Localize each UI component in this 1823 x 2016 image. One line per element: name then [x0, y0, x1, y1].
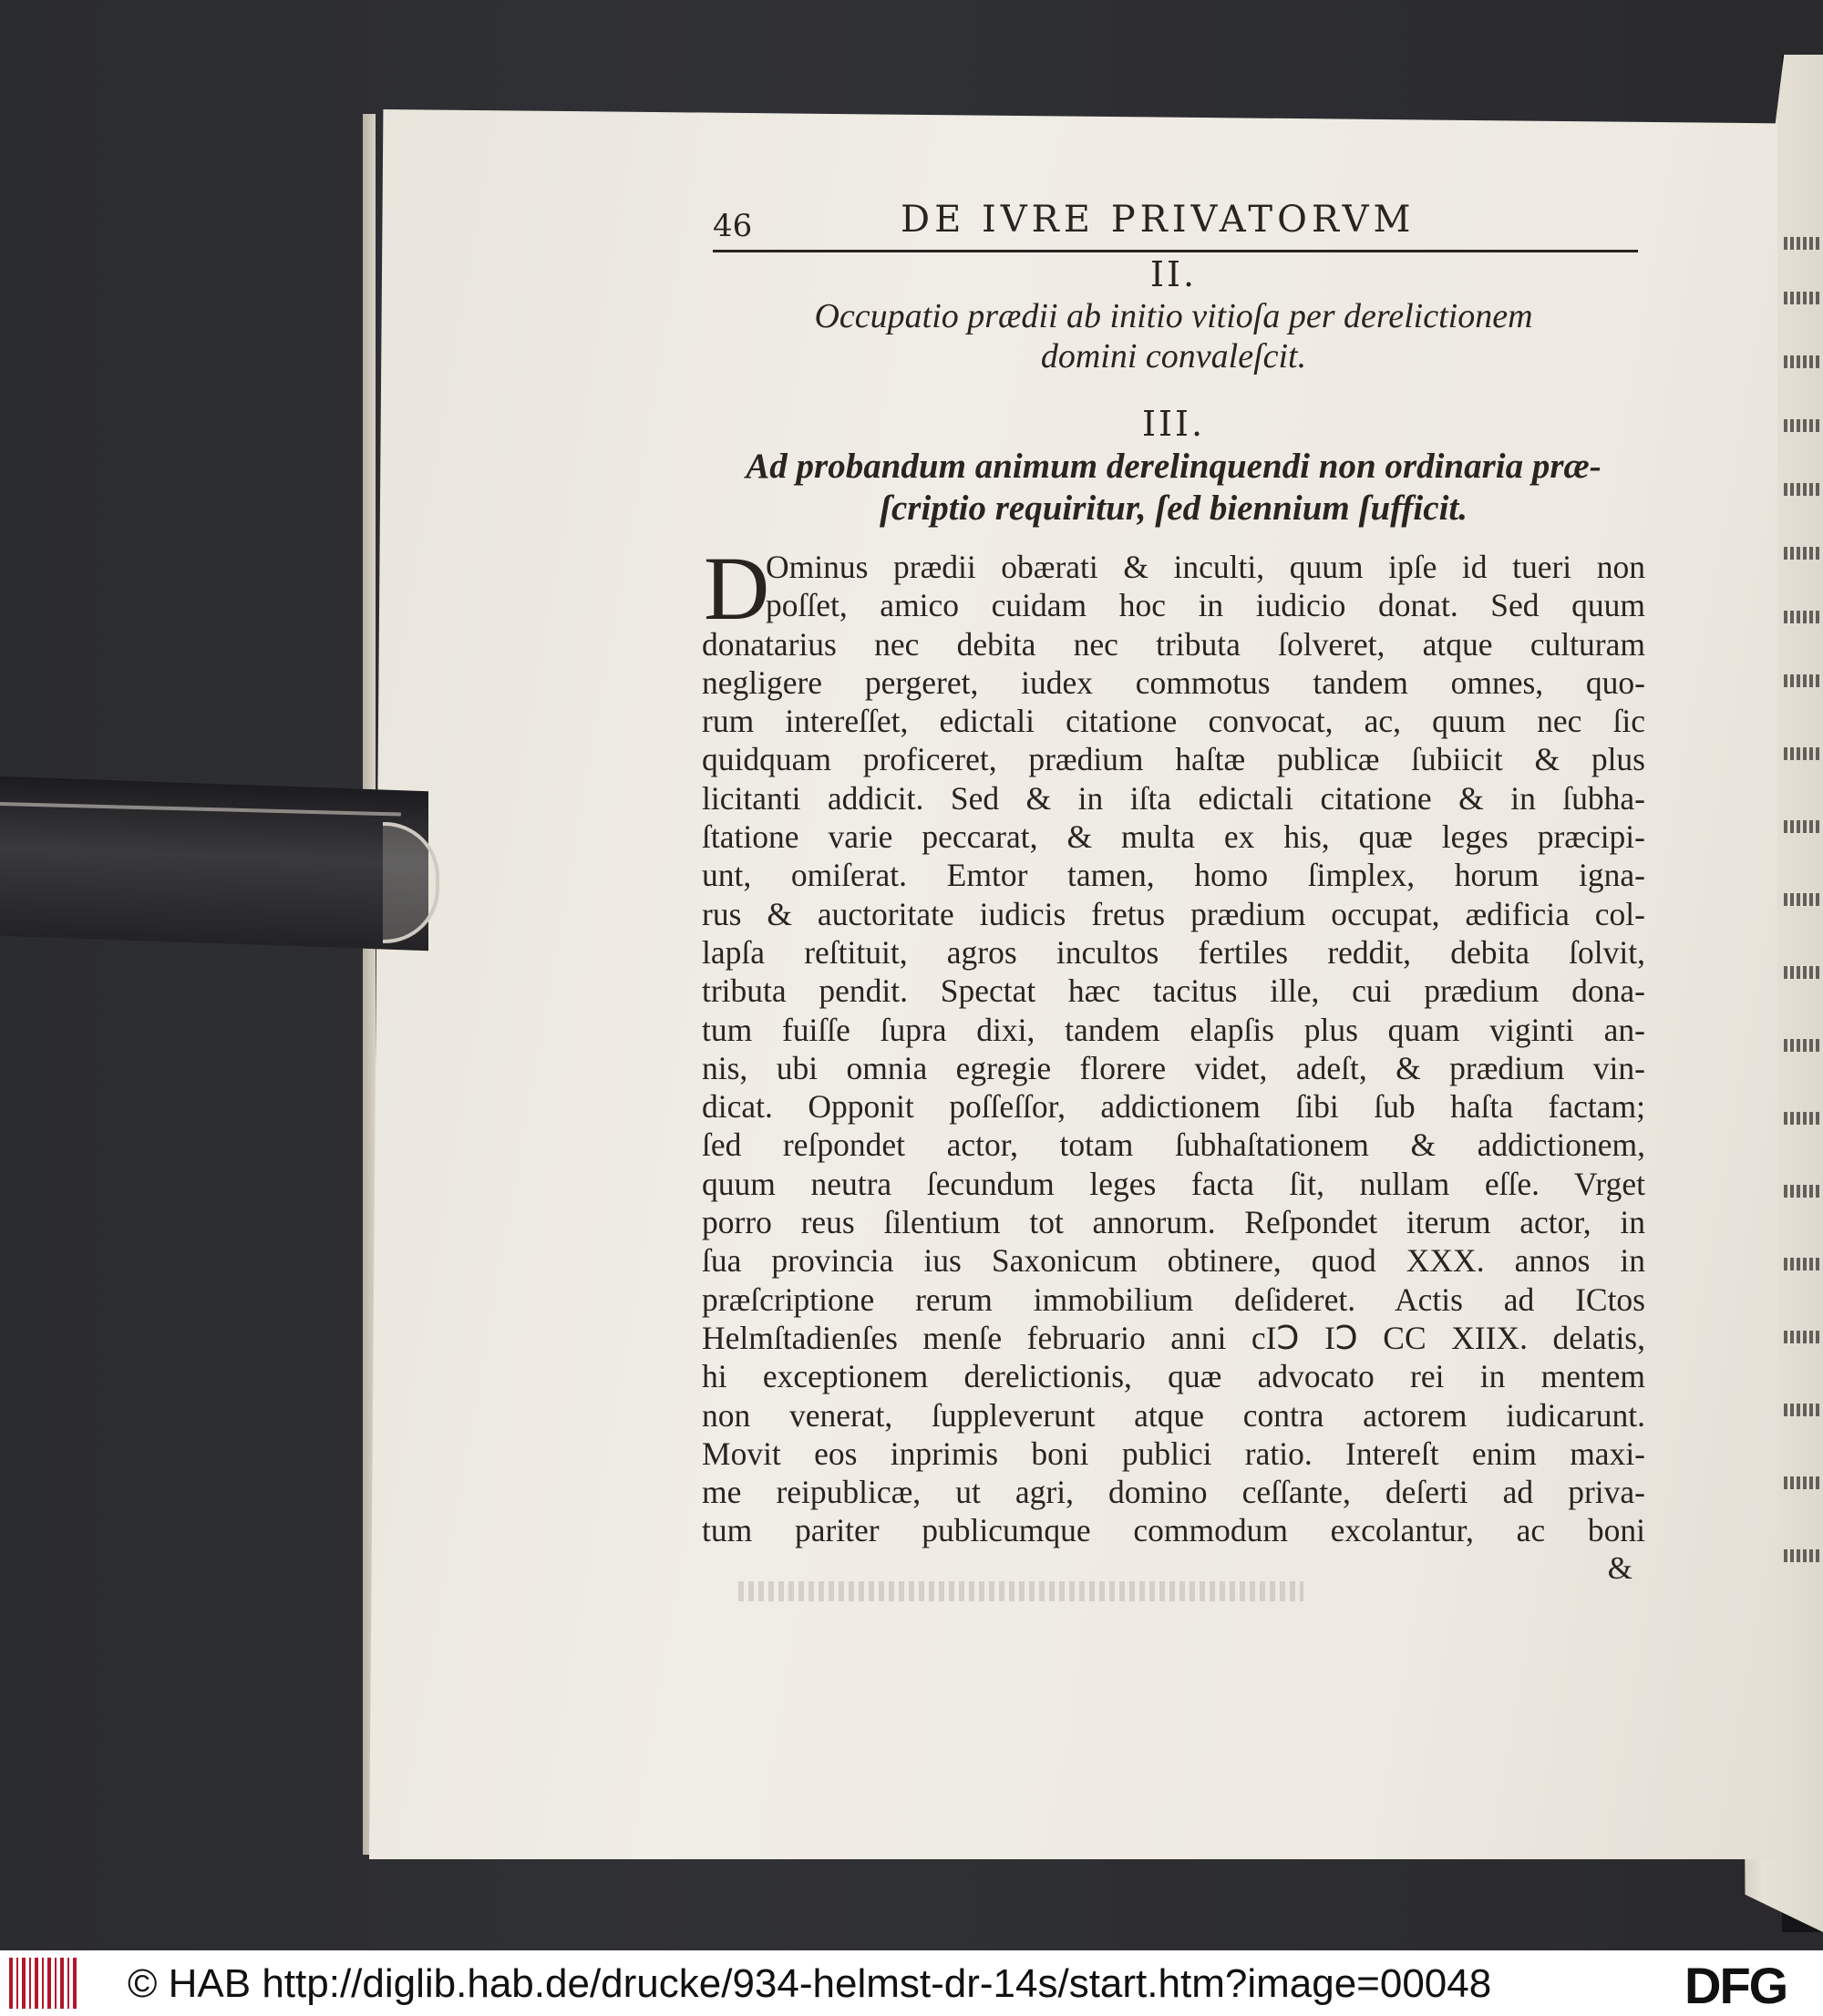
body-line: licitanti addicit. Sed & in iſta edictali citatione & in ſubha-: [702, 779, 1645, 817]
catchword: &: [1607, 1549, 1632, 1586]
body-line: tributa pendit. Spectat hæc tacitus ille, cui prædium dona-: [702, 972, 1645, 1010]
body-line: rum intereſſet, edictali citatione convocat, ac, quum nec ſic: [702, 703, 1645, 740]
body-line: porro reus ſilentium tot annorum. Reſpondet iterum actor, in: [702, 1204, 1645, 1241]
facing-text-line: [1784, 893, 1820, 906]
facing-text-line: [1784, 611, 1820, 623]
body-line: Ominus prædii obærati & inculti, quum ipſe id tueri non: [766, 549, 1645, 585]
section-number-ii: II.: [1149, 254, 1198, 294]
body-line: Movit eos inprimis boni publici ratio. Intereſt enim maxi-: [702, 1435, 1645, 1472]
thesis-line: ſcriptio requiritur, ſed biennium ſufficit.: [879, 489, 1468, 528]
body-line: hi exceptionem derelictionis, quæ advocato rei in mentem: [702, 1358, 1645, 1395]
body-line: non venerat, ſuppleverunt atque contra actorem iudicarunt.: [702, 1396, 1645, 1434]
page-number: 46: [713, 208, 753, 244]
drop-capital: D: [704, 538, 770, 639]
body-line: rus & auctoritate iudicis fretus prædium occupat, ædificia col-: [702, 895, 1645, 932]
body-line: tum pariter publicumque commodum excolantur, ac boni: [702, 1512, 1645, 1549]
body-line: quidquam proficeret, prædium haſtæ publicæ ſubiicit & plus: [702, 741, 1645, 778]
footer-bar: [0, 1950, 1823, 2016]
body-line: lapſa reſtituit, agros incultos fertiles reddit, debita ſolvit,: [702, 933, 1645, 971]
body-line: Helmſtadienſes menſe februario anni cIↃ IↃ CC XIIX. delatis,: [702, 1319, 1645, 1356]
facing-text-line: [1784, 292, 1820, 304]
body-line: unt, omiſerat. Emtor tamen, homo ſimplex, horum igna-: [702, 857, 1645, 894]
facing-text-line: [1784, 966, 1820, 979]
body-line: ſed reſpondet actor, totam ſubhaſtationem & addictionem,: [702, 1126, 1645, 1164]
facing-text-line: [1784, 1476, 1820, 1489]
body-line: poſſet, amico cuidam hoc in iudicio donat. Sed quum: [766, 587, 1645, 624]
facing-text-line: [1784, 483, 1820, 496]
facing-text-line: [1784, 747, 1820, 760]
dfg-logo: DFG: [1684, 1957, 1787, 2014]
facing-text-line: [1784, 1549, 1820, 1562]
body-line: præſcriptione rerum immobilium deſideret. Actis ad ICtos: [702, 1281, 1645, 1318]
facing-text-line: [1784, 1039, 1820, 1052]
thesis-line: Ad probandum animum derelinquendi non ordinaria præ-: [746, 447, 1602, 486]
show-through-text: [738, 1581, 1303, 1601]
facing-text-line: [1784, 1185, 1820, 1198]
header-rule: [713, 250, 1638, 252]
footer-credit-link[interactable]: © HAB http://diglib.hab.de/drucke/934-helmst-dr-14s/start.htm?image=00048: [128, 1961, 1492, 2006]
hab-logo-icon: [9, 1958, 77, 2009]
thesis-line: domini convaleſcit.: [1040, 337, 1307, 375]
thesis-ii: [702, 296, 1645, 376]
facing-text-line: [1784, 1404, 1820, 1416]
thesis-line: Occupatio prædii ab initio vitioſa per derelictionem: [814, 297, 1533, 335]
facing-text-line: [1784, 1112, 1820, 1125]
page-holder-clip: [0, 777, 428, 951]
body-line: me reipublicæ, ut agri, domino ceſſante, deſerti ad priva-: [702, 1474, 1645, 1511]
facing-text-line: [1784, 820, 1820, 833]
facing-text-line: [1784, 674, 1820, 687]
body-line: negligere pergeret, iudex commotus tandem omnes, quo-: [702, 663, 1645, 701]
body-line: tum fuiſſe ſupra dixi, tandem elapſis plus quam viginti an-: [702, 1011, 1645, 1048]
body-line: ſua provincia ius Saxonicum obtinere, quod XXX. annos in: [702, 1242, 1645, 1280]
facing-text-line: [1784, 419, 1820, 432]
page-content: [702, 191, 1645, 1587]
section-number-iii: III.: [1141, 404, 1206, 444]
body-line: donatarius nec debita nec tributa ſolveret, atque culturam: [702, 625, 1645, 663]
facing-text-line: [1784, 237, 1820, 250]
facing-text-line: [1784, 1258, 1820, 1270]
body-text: [702, 538, 1645, 1550]
facing-text-line: [1784, 355, 1820, 368]
body-line: dicat. Opponit poſſeſſor, addictionem ſibi ſub haſta factam;: [702, 1088, 1645, 1126]
facing-text-line: [1784, 547, 1820, 560]
facing-text-line: [1784, 1331, 1820, 1343]
thesis-iii: [702, 446, 1645, 530]
running-head: [702, 191, 1645, 250]
body-line: ſtatione varie peccarat, & multa ex his, quæ leges præcipi-: [702, 818, 1645, 856]
running-title: DE IVRE PRIVATORVM: [901, 199, 1416, 241]
body-line: quum neutra ſecundum leges facta ſit, nullam eſſe. Vrget: [702, 1165, 1645, 1202]
body-line: nis, ubi omnia egregie florere videt, adeſt, & prædium vin-: [702, 1049, 1645, 1086]
